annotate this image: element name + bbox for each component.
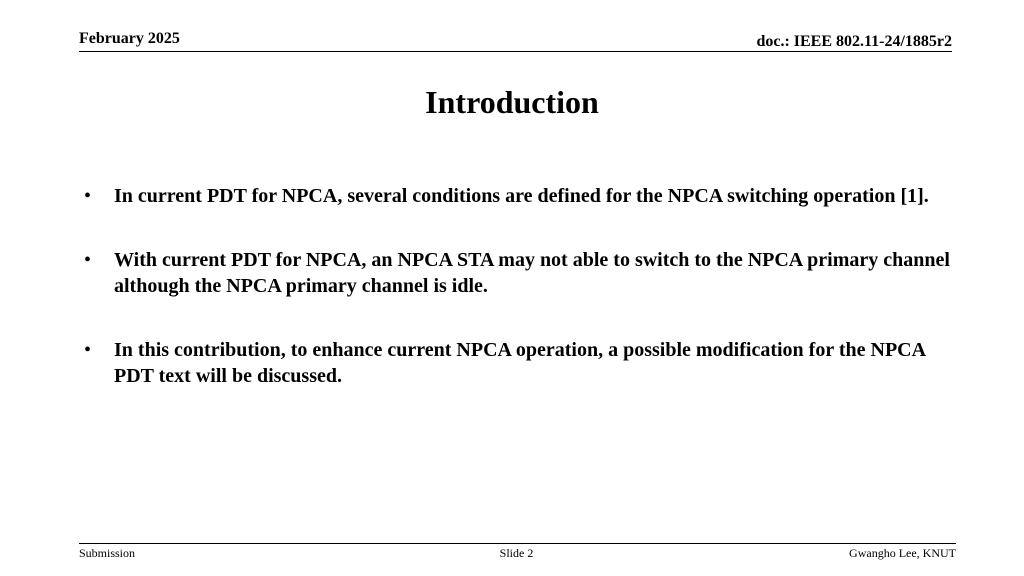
bullet-icon: • — [84, 249, 92, 271]
footer-submission: Submission — [79, 546, 136, 560]
footer-divider — [79, 543, 956, 544]
header-doc-id: doc.: IEEE 802.11-24/1885r2 — [756, 33, 952, 50]
bullet-icon: • — [84, 185, 92, 207]
bullet-item — [84, 247, 954, 299]
bullet-icon: • — [84, 339, 92, 361]
bullet-text: In this contribution, to enhance current NPCA operation, a possible modification for the NPCA PDT text will be discussed. — [114, 339, 925, 387]
bullet-text: In current PDT for NPCA, several conditions are defined for the NPCA switching operation [1]. — [114, 185, 929, 207]
bullet-item — [84, 337, 954, 389]
header-date: February 2025 — [79, 30, 180, 47]
slide-title: Introduction — [425, 84, 599, 120]
footer-slide-number: Slide 2 — [499, 546, 534, 560]
header-divider — [79, 51, 952, 52]
bullet-text: With current PDT for NPCA, an NPCA STA may not able to switch to the NPCA primary channel although the NPCA primary channel is idle. — [114, 249, 950, 297]
footer-author: Gwangho Lee, KNUT — [849, 546, 956, 560]
bullet-list — [84, 183, 954, 427]
bullet-item — [84, 183, 954, 209]
